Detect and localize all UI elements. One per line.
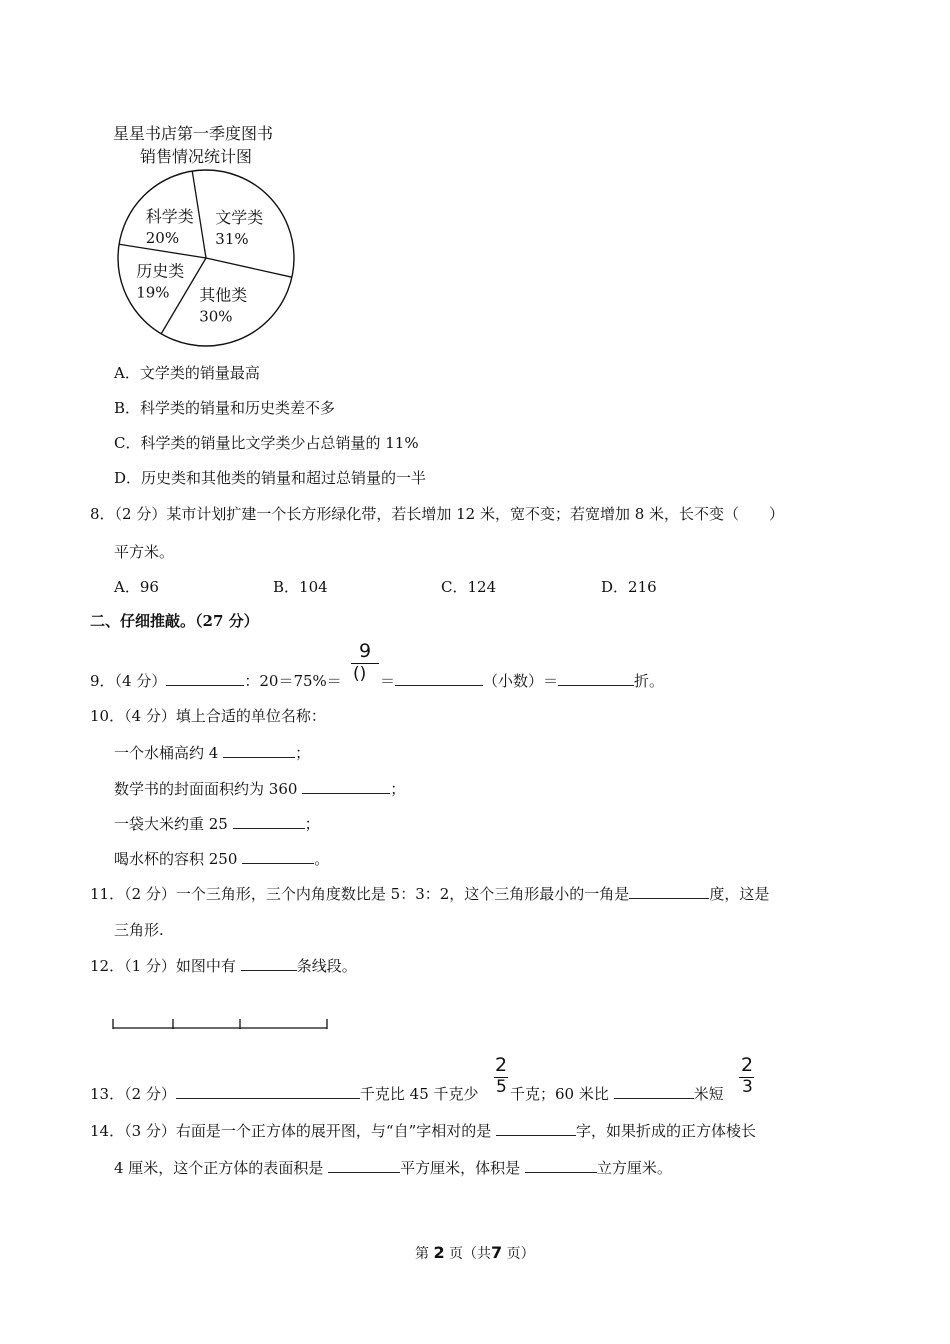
q10-item-4-end: 。	[314, 849, 330, 868]
q8-option-d: D．216	[601, 578, 657, 596]
q13-blank-1[interactable]	[176, 1082, 360, 1099]
q7-option-d: D．历史类和其他类的销量和超过总销量的一半	[114, 469, 427, 487]
q11-line1	[90, 882, 769, 904]
q13-line	[90, 1082, 479, 1104]
q13-part3: 米短	[693, 1084, 724, 1103]
q8-text: 8．（2 分）某市计划扩建一个长方形绿化带，若长增加 12 米，宽不变；若宽增加 8 米，长不变（ ）	[90, 505, 785, 523]
q8-option-c: C．124	[441, 578, 497, 596]
q10-item-3-text: 一袋大米约重 25	[114, 814, 228, 833]
chart-title-line1: 星星书店第一季度图书	[113, 124, 274, 143]
q14-blank-2[interactable]	[328, 1156, 400, 1173]
q14-blank-1[interactable]	[496, 1119, 576, 1136]
q10-item-2-end: ；	[390, 779, 406, 798]
q10-item-1-text: 一个水桶高约 4	[114, 743, 219, 762]
q10-item-2	[114, 777, 405, 799]
chart-title-line2: 销售情况统计图	[140, 147, 253, 166]
q9-line-rest	[380, 669, 664, 691]
q13-fraction2-numerator: 2	[741, 1054, 754, 1076]
page-footer	[415, 1243, 535, 1263]
q10-item-1	[114, 741, 310, 763]
q9-part1: ：20＝75%＝	[244, 671, 342, 690]
q9-fraction-numerator: 9	[359, 640, 372, 662]
q12-blank[interactable]	[241, 954, 297, 971]
pie-slice-boundary	[206, 258, 292, 277]
section-heading: 二、仔细推敲。（27 分）	[90, 612, 259, 630]
q8-text-line2: 平方米。	[114, 543, 175, 561]
q7-option-c: C．科学类的销量比文学类少占总销量的 11%	[114, 434, 419, 452]
q9-line	[90, 669, 342, 691]
q9-part3: （小数）＝	[483, 671, 559, 690]
q14-text-4: 立方厘米。	[596, 1158, 672, 1177]
q11-text: 11．（2 分）一个三角形，三个内角度数比是 5：3：2，这个三角形最小的一角是	[90, 884, 630, 903]
footer-page-number: 2	[433, 1243, 445, 1262]
q13-fraction1-denominator: 5	[496, 1077, 507, 1097]
q10-blank-2[interactable]	[302, 777, 390, 794]
q14-line2	[114, 1156, 672, 1178]
q12-text-end: 条线段。	[296, 956, 357, 975]
q8-option-b: B．104	[273, 578, 328, 596]
q13-part1: 千克比 45 千克少	[359, 1084, 479, 1103]
footer-total-pages: 7	[491, 1243, 503, 1262]
q10-text: 10．（4 分）填上合适的单位名称：	[90, 707, 326, 725]
q10-blank-4[interactable]	[242, 847, 314, 864]
segment-figure	[110, 1016, 330, 1036]
q10-blank-1[interactable]	[223, 741, 295, 758]
pie-slice-boundary	[192, 171, 206, 258]
q9-prefix: 9．（4 分）	[90, 671, 167, 690]
q13-part2: 千克；60 米比	[510, 1084, 609, 1103]
q14-blank-3[interactable]	[525, 1156, 597, 1173]
q11-blank[interactable]	[629, 882, 709, 899]
q10-item-3	[114, 812, 320, 834]
q9-part4: 折。	[634, 671, 665, 690]
q14-text-mid: 字，如果折成的正方体棱长	[576, 1121, 757, 1140]
q10-item-2-text: 数学书的封面面积约为 360	[114, 779, 298, 798]
pie-slice-value: 31%	[215, 229, 249, 248]
q14-text: 14．（3 分）右面是一个正方体的展开图，与“自”字相对的是	[90, 1121, 492, 1140]
q11-text-end: 度，这是	[709, 884, 770, 903]
q12-text: 12．（1 分）如图中有	[90, 956, 236, 975]
q9-blank-3[interactable]	[558, 669, 634, 686]
pie-slice-value: 30%	[199, 307, 233, 326]
footer-suffix: 页）	[506, 1246, 535, 1262]
q13-line-rest	[510, 1082, 724, 1104]
q10-item-1-end: ；	[295, 743, 311, 762]
footer-prefix: 第	[415, 1246, 429, 1262]
pie-slice-value: 19%	[136, 283, 170, 302]
q10-item-3-end: ；	[304, 814, 320, 833]
q7-option-a: A．文学类的销量最高	[114, 364, 260, 382]
q14-line1	[90, 1119, 756, 1141]
pie-slice-label: 其他类	[199, 285, 248, 305]
q12-line	[90, 954, 357, 976]
q10-item-4	[114, 847, 329, 869]
q13-fraction2-denominator: 3	[742, 1077, 753, 1097]
pie-slice-value: 20%	[145, 228, 180, 247]
q9-blank-2[interactable]	[395, 669, 483, 686]
q8-option-a: A．96	[114, 578, 159, 596]
q9-part2: ＝	[380, 671, 396, 690]
q13-blank-2[interactable]	[614, 1082, 694, 1099]
q14-text-3: 平方厘米，体积是	[400, 1158, 521, 1177]
pie-slice-label: 科学类	[145, 206, 194, 226]
q14-text-2: 4 厘米，这个正方体的表面积是	[114, 1158, 324, 1177]
q13-prefix: 13．（2 分）	[90, 1084, 176, 1103]
q9-fraction-denominator: ()	[353, 664, 367, 684]
q9-blank-1[interactable]	[166, 669, 244, 686]
pie-slice-label: 历史类	[136, 261, 185, 281]
q7-option-b: B．科学类的销量和历史类差不多	[114, 399, 336, 417]
pie-chart	[107, 160, 307, 360]
q10-item-4-text: 喝水杯的容积 250	[114, 849, 238, 868]
pie-slice-label: 文学类	[215, 207, 264, 227]
q11-line2: 三角形.	[114, 921, 164, 939]
q10-blank-3[interactable]	[233, 812, 305, 829]
q13-fraction1-numerator: 2	[495, 1054, 508, 1076]
footer-mid: 页（共	[449, 1246, 492, 1262]
